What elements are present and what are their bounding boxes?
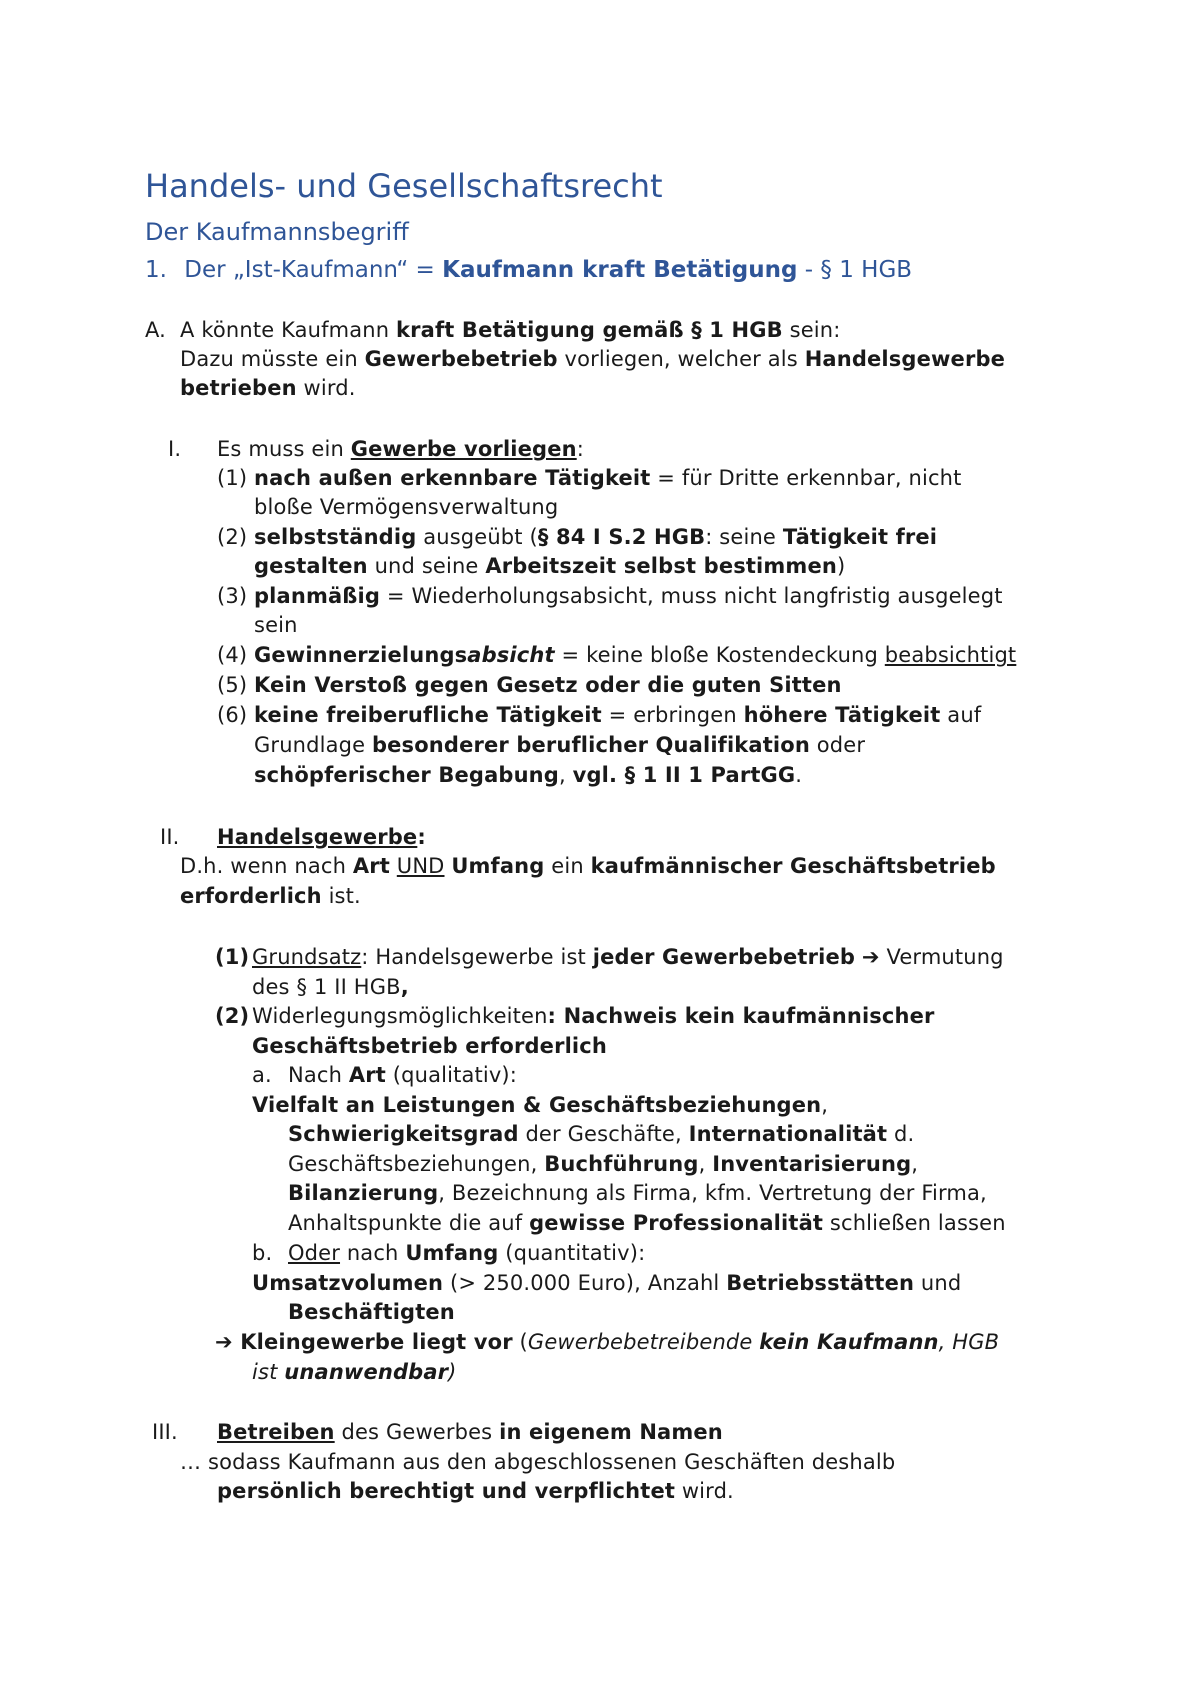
section-a-line-3: betrieben wird. [180,376,356,400]
section-iii-heading: Betreiben des Gewerbes in eigenem Namen [217,1420,723,1444]
point-2: Widerlegungsmöglichkeiten: Nachweis kein kaufmännischer [252,1004,935,1028]
sub-a-line-2: Schwierigkeitsgrad der Geschäfte, Internationalität d. [288,1122,915,1146]
sub-b-line-1: Umsatzvolumen (> 250.000 Euro), Anzahl Betriebsstätten und [252,1271,962,1295]
section-iii-label: III. [152,1420,178,1444]
heading-number: 1. [145,257,167,283]
sub-b-label: b. [252,1241,273,1265]
sub-a-line-4: Bilanzierung, Bezeichnung als Firma, kfm. Vertretung der Firma, [288,1181,987,1205]
sub-a-line-3: Geschäftsbeziehungen, Buchführung, Inventarisierung, [288,1152,919,1176]
list-item-1-number: (1) [217,466,248,490]
list-item-5: Kein Verstoß gegen Gesetz oder die guten Sitten [254,673,842,697]
document-title: Handels- und Gesellschaftsrecht [145,167,663,205]
list-item-6-cont-1: Grundlage besonderer beruflicher Qualifikation oder [254,733,866,757]
section-ii-line-1: D.h. wenn nach Art UND Umfang ein kaufmännischer Geschäftsbetrieb [180,854,996,878]
section-iii-line-2: persönlich berechtigt und verpflichtet wird. [217,1479,734,1503]
point-2-cont: Geschäftsbetrieb erforderlich [252,1034,607,1058]
heading-dash: - [797,257,821,283]
point-1: Grundsatz: Handelsgewerbe ist jeder Gewerbebetrieb ➔ Vermutung [252,945,1004,969]
conclusion-line-1: ➔ Kleingewerbe liegt vor (Gewerbebetreibende kein Kaufmann, HGB [215,1330,1000,1354]
heading-paragraph: § 1 HGB [820,257,913,283]
point-1-number: (1) [215,945,250,969]
section-i-heading: Es muss ein Gewerbe vorliegen: [217,437,584,461]
list-item-2: selbstständig ausgeübt (§ 84 I S.2 HGB: seine Tätigkeit frei [254,525,938,549]
section-iii-line-1: … sodass Kaufmann aus den abgeschlossenen Geschäften deshalb [180,1450,896,1474]
section-ii-heading: Handelsgewerbe: [217,825,426,849]
section-a-line-1: A könnte Kaufmann kraft Betätigung gemäß § 1 HGB sein: [180,318,841,342]
heading-ist-kaufmann [145,254,912,286]
arrow-right-icon: ➔ [215,1330,233,1354]
point-2-number: (2) [215,1004,250,1028]
list-item-1: nach außen erkennbare Tätigkeit = für Dritte erkennbar, nicht [254,466,962,490]
section-a-line-2: Dazu müsste ein Gewerbebetrieb vorliegen, welcher als Handelsgewerbe [180,347,1006,371]
list-item-4-number: (4) [217,643,248,667]
list-item-3-cont: sein [254,613,298,637]
sub-a-line-1: Vielfalt an Leistungen & Geschäftsbeziehungen, [252,1093,829,1117]
section-a-label: A. [145,318,166,342]
list-item-2-number: (2) [217,525,248,549]
sub-b-heading: Oder nach Umfang (quantitativ): [288,1241,646,1265]
list-item-4: Gewinnerzielungsabsicht = keine bloße Kostendeckung beabsichtigt [254,643,1017,667]
point-1-cont: des § 1 II HGB, [252,975,409,999]
list-item-3-number: (3) [217,584,248,608]
section-ii-line-2: erforderlich ist. [180,884,361,908]
section-subtitle: Der Kaufmannsbegriff [145,218,409,246]
heading-text: Der „Ist-Kaufmann“ = [184,257,443,283]
heading-bold: Kaufmann kraft Betätigung [442,257,798,283]
sub-a-label: a. [252,1063,272,1087]
conclusion-line-2: ist unanwendbar) [252,1360,457,1384]
list-item-5-number: (5) [217,673,248,697]
list-item-3: planmäßig = Wiederholungsabsicht, muss nicht langfristig ausgelegt [254,584,1003,608]
list-item-1-cont: bloße Vermögensverwaltung [254,495,559,519]
sub-a-heading: Nach Art (qualitativ): [288,1063,517,1087]
section-ii-label: II. [160,825,180,849]
list-item-6: keine freiberufliche Tätigkeit = erbringen höhere Tätigkeit auf [254,703,982,727]
sub-a-line-5: Anhaltspunkte die auf gewisse Professionalität schließen lassen [288,1211,1006,1235]
list-item-2-cont: gestalten und seine Arbeitszeit selbst bestimmen) [254,554,846,578]
list-item-6-cont-2: schöpferischer Begabung, vgl. § 1 II 1 PartGG. [254,763,803,787]
section-i-label: I. [168,437,182,461]
list-item-6-number: (6) [217,703,248,727]
sub-b-line-2: Beschäftigten [288,1300,455,1324]
